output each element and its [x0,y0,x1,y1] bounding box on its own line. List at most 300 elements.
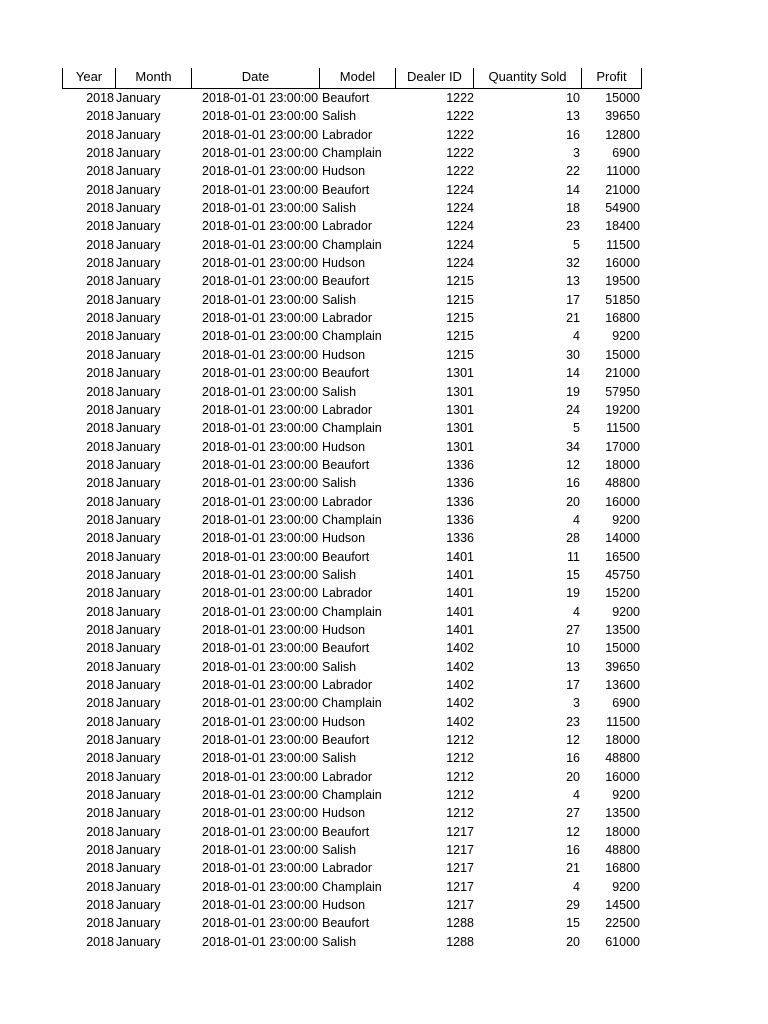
quantity-sold-cell[interactable]: 12 [566,457,580,472]
dealer-id-cell[interactable]: 1222 [446,164,474,179]
dealer-id-cell[interactable]: 1401 [446,549,474,564]
month-cell[interactable]: January [116,292,161,307]
profit-cell[interactable]: 22500 [605,916,640,931]
quantity-sold-cell[interactable]: 5 [573,421,580,436]
dealer-id-cell[interactable]: 1401 [446,567,474,582]
month-cell[interactable]: January [116,384,161,399]
model-cell[interactable]: Champlain [322,512,382,527]
year-cell[interactable]: 2018 [86,457,114,472]
quantity-sold-cell[interactable]: 30 [566,347,580,362]
dealer-id-cell[interactable]: 1401 [446,604,474,619]
dealer-id-cell[interactable]: 1402 [446,696,474,711]
quantity-sold-cell[interactable]: 10 [566,641,580,656]
model-cell[interactable]: Salish [322,751,357,766]
date-cell[interactable]: 2018-01-01 23:00:00 [202,586,319,601]
profit-cell[interactable]: 9200 [612,329,640,344]
month-cell[interactable]: January [116,201,161,216]
year-cell[interactable]: 2018 [86,274,114,289]
profit-cell[interactable]: 18000 [605,457,640,472]
profit-cell[interactable]: 11500 [606,714,640,729]
year-cell[interactable]: 2018 [86,769,114,784]
date-cell[interactable]: 2018-01-01 23:00:00 [202,916,319,931]
model-cell[interactable]: Hudson [322,347,366,362]
year-cell[interactable]: 2018 [86,843,114,858]
month-cell[interactable]: January [116,641,161,656]
header-date[interactable]: Date [192,68,320,88]
model-cell[interactable]: Hudson [322,806,366,821]
model-cell[interactable]: Champlain [322,879,382,894]
profit-cell[interactable]: 13600 [605,678,640,692]
profit-cell[interactable]: 61000 [605,934,640,949]
year-cell[interactable]: 2018 [86,311,114,326]
quantity-sold-cell[interactable]: 20 [566,494,580,509]
profit-cell[interactable]: 14500 [605,898,640,913]
quantity-sold-cell[interactable]: 13 [566,274,580,289]
model-cell[interactable]: Beaufort [322,457,370,472]
model-cell[interactable]: Labrador [322,769,373,784]
month-cell[interactable]: January [116,549,161,564]
quantity-sold-cell[interactable]: 10 [566,91,580,105]
profit-cell[interactable]: 15200 [605,586,640,601]
year-cell[interactable]: 2018 [86,494,114,509]
profit-cell[interactable]: 21000 [605,182,640,197]
model-cell[interactable]: Labrador [322,494,373,509]
profit-cell[interactable]: 13500 [605,806,640,821]
model-cell[interactable]: Beaufort [322,366,370,381]
model-cell[interactable]: Champlain [322,329,382,344]
model-cell[interactable]: Salish [322,567,357,582]
quantity-sold-cell[interactable]: 4 [573,879,580,894]
year-cell[interactable]: 2018 [86,751,114,766]
date-cell[interactable]: 2018-01-01 23:00:00 [202,127,319,142]
month-cell[interactable]: January [116,109,161,124]
quantity-sold-cell[interactable]: 3 [573,146,580,161]
month-cell[interactable]: January [116,182,161,197]
year-cell[interactable]: 2018 [86,439,114,454]
dealer-id-cell[interactable]: 1288 [446,934,474,949]
profit-cell[interactable]: 54900 [605,201,640,216]
quantity-sold-cell[interactable]: 12 [566,824,580,839]
quantity-sold-cell[interactable]: 29 [566,898,580,913]
month-cell[interactable]: January [116,256,161,271]
dealer-id-cell[interactable]: 1212 [446,769,474,784]
month-cell[interactable]: January [116,843,161,858]
model-cell[interactable]: Champlain [322,696,382,711]
year-cell[interactable]: 2018 [86,201,114,216]
date-cell[interactable]: 2018-01-01 23:00:00 [202,659,319,674]
profit-cell[interactable]: 18400 [605,219,640,234]
year-cell[interactable]: 2018 [86,659,114,674]
profit-cell[interactable]: 16000 [605,769,640,784]
quantity-sold-cell[interactable]: 12 [566,733,580,748]
month-cell[interactable]: January [116,769,161,784]
month-cell[interactable]: January [116,476,161,491]
quantity-sold-cell[interactable]: 16 [566,843,580,858]
dealer-id-cell[interactable]: 1212 [446,751,474,766]
date-cell[interactable]: 2018-01-01 23:00:00 [202,788,319,803]
quantity-sold-cell[interactable]: 16 [566,476,580,491]
profit-cell[interactable]: 16800 [605,311,640,326]
dealer-id-cell[interactable]: 1212 [446,788,474,803]
month-cell[interactable]: January [116,806,161,821]
date-cell[interactable]: 2018-01-01 23:00:00 [202,733,319,748]
model-cell[interactable]: Beaufort [322,549,370,564]
date-cell[interactable]: 2018-01-01 23:00:00 [202,476,319,491]
profit-cell[interactable]: 11000 [606,164,640,179]
model-cell[interactable]: Salish [322,384,357,399]
quantity-sold-cell[interactable]: 3 [573,696,580,711]
year-cell[interactable]: 2018 [86,127,114,142]
dealer-id-cell[interactable]: 1217 [446,824,474,839]
year-cell[interactable]: 2018 [86,256,114,271]
year-cell[interactable]: 2018 [86,512,114,527]
header-model[interactable]: Model [320,68,396,88]
date-cell[interactable]: 2018-01-01 23:00:00 [202,164,319,179]
dealer-id-cell[interactable]: 1336 [446,476,474,491]
model-cell[interactable]: Salish [322,476,357,491]
quantity-sold-cell[interactable]: 23 [566,714,580,729]
model-cell[interactable]: Hudson [322,898,366,913]
model-cell[interactable]: Hudson [322,439,366,454]
model-cell[interactable]: Beaufort [322,916,370,931]
quantity-sold-cell[interactable]: 18 [566,201,580,216]
year-cell[interactable]: 2018 [86,237,114,252]
month-cell[interactable]: January [116,696,161,711]
dealer-id-cell[interactable]: 1212 [446,806,474,821]
model-cell[interactable]: Salish [322,201,357,216]
year-cell[interactable]: 2018 [86,402,114,417]
date-cell[interactable]: 2018-01-01 23:00:00 [202,439,319,454]
model-cell[interactable]: Salish [322,934,357,949]
model-cell[interactable]: Labrador [322,402,373,417]
dealer-id-cell[interactable]: 1336 [446,494,474,509]
date-cell[interactable]: 2018-01-01 23:00:00 [202,421,319,436]
quantity-sold-cell[interactable]: 19 [566,384,580,399]
year-cell[interactable]: 2018 [86,146,114,161]
model-cell[interactable]: Beaufort [322,182,370,197]
quantity-sold-cell[interactable]: 20 [566,769,580,784]
quantity-sold-cell[interactable]: 4 [573,788,580,803]
dealer-id-cell[interactable]: 1217 [446,861,474,876]
date-cell[interactable]: 2018-01-01 23:00:00 [202,329,319,344]
model-cell[interactable]: Champlain [322,146,382,161]
quantity-sold-cell[interactable]: 14 [566,366,580,381]
month-cell[interactable]: January [116,714,161,729]
month-cell[interactable]: January [116,861,161,876]
month-cell[interactable]: January [116,219,161,234]
model-cell[interactable]: Beaufort [322,91,370,105]
date-cell[interactable]: 2018-01-01 23:00:00 [202,879,319,894]
date-cell[interactable]: 2018-01-01 23:00:00 [202,604,319,619]
quantity-sold-cell[interactable]: 16 [566,127,580,142]
month-cell[interactable]: January [116,366,161,381]
profit-cell[interactable]: 18000 [605,733,640,748]
date-cell[interactable]: 2018-01-01 23:00:00 [202,182,319,197]
dealer-id-cell[interactable]: 1301 [446,366,474,381]
dealer-id-cell[interactable]: 1212 [446,733,474,748]
model-cell[interactable]: Hudson [322,164,366,179]
year-cell[interactable]: 2018 [86,934,114,949]
dealer-id-cell[interactable]: 1222 [446,146,474,161]
date-cell[interactable]: 2018-01-01 23:00:00 [202,146,319,161]
profit-cell[interactable]: 48800 [605,476,640,491]
year-cell[interactable]: 2018 [86,164,114,179]
date-cell[interactable]: 2018-01-01 23:00:00 [202,861,319,876]
dealer-id-cell[interactable]: 1336 [446,512,474,527]
profit-cell[interactable]: 15000 [605,91,640,105]
quantity-sold-cell[interactable]: 13 [566,109,580,124]
model-cell[interactable]: Champlain [322,421,382,436]
year-cell[interactable]: 2018 [86,109,114,124]
year-cell[interactable]: 2018 [86,531,114,546]
year-cell[interactable]: 2018 [86,696,114,711]
quantity-sold-cell[interactable]: 11 [567,549,580,564]
quantity-sold-cell[interactable]: 14 [566,182,580,197]
profit-cell[interactable]: 45750 [605,567,640,582]
quantity-sold-cell[interactable]: 13 [566,659,580,674]
model-cell[interactable]: Beaufort [322,824,370,839]
quantity-sold-cell[interactable]: 5 [573,237,580,252]
month-cell[interactable]: January [116,347,161,362]
profit-cell[interactable]: 16500 [605,549,640,564]
month-cell[interactable]: January [116,421,161,436]
dealer-id-cell[interactable]: 1336 [446,457,474,472]
year-cell[interactable]: 2018 [86,292,114,307]
dealer-id-cell[interactable]: 1301 [446,439,474,454]
date-cell[interactable]: 2018-01-01 23:00:00 [202,512,319,527]
profit-cell[interactable]: 19200 [605,402,640,417]
profit-cell[interactable]: 57950 [605,384,640,399]
year-cell[interactable]: 2018 [86,788,114,803]
date-cell[interactable]: 2018-01-01 23:00:00 [202,714,319,729]
dealer-id-cell[interactable]: 1215 [446,274,474,289]
dealer-id-cell[interactable]: 1402 [446,678,474,692]
month-cell[interactable]: January [116,274,161,289]
profit-cell[interactable]: 16000 [605,256,640,271]
header-month[interactable]: Month [116,68,192,88]
month-cell[interactable]: January [116,659,161,674]
quantity-sold-cell[interactable]: 4 [573,512,580,527]
date-cell[interactable]: 2018-01-01 23:00:00 [202,678,319,692]
model-cell[interactable]: Hudson [322,256,366,271]
month-cell[interactable]: January [116,788,161,803]
date-cell[interactable]: 2018-01-01 23:00:00 [202,366,319,381]
year-cell[interactable]: 2018 [86,384,114,399]
dealer-id-cell[interactable]: 1215 [446,311,474,326]
year-cell[interactable]: 2018 [86,366,114,381]
date-cell[interactable]: 2018-01-01 23:00:00 [202,91,319,105]
month-cell[interactable]: January [116,916,161,931]
date-cell[interactable]: 2018-01-01 23:00:00 [202,806,319,821]
year-cell[interactable]: 2018 [86,421,114,436]
dealer-id-cell[interactable]: 1222 [446,91,474,105]
dealer-id-cell[interactable]: 1224 [446,256,474,271]
date-cell[interactable]: 2018-01-01 23:00:00 [202,256,319,271]
year-cell[interactable]: 2018 [86,182,114,197]
dealer-id-cell[interactable]: 1301 [446,384,474,399]
dealer-id-cell[interactable]: 1224 [446,182,474,197]
dealer-id-cell[interactable]: 1215 [446,347,474,362]
model-cell[interactable]: Labrador [322,127,373,142]
month-cell[interactable]: January [116,91,161,105]
date-cell[interactable]: 2018-01-01 23:00:00 [202,274,319,289]
model-cell[interactable]: Beaufort [322,641,370,656]
month-cell[interactable]: January [116,733,161,748]
dealer-id-cell[interactable]: 1301 [446,421,474,436]
date-cell[interactable]: 2018-01-01 23:00:00 [202,219,319,234]
dealer-id-cell[interactable]: 1215 [446,292,474,307]
dealer-id-cell[interactable]: 1301 [446,402,474,417]
month-cell[interactable]: January [116,237,161,252]
model-cell[interactable]: Labrador [322,861,373,876]
dealer-id-cell[interactable]: 1217 [446,843,474,858]
profit-cell[interactable]: 11500 [606,421,640,436]
profit-cell[interactable]: 19500 [605,274,640,289]
month-cell[interactable]: January [116,127,161,142]
quantity-sold-cell[interactable]: 4 [573,329,580,344]
date-cell[interactable]: 2018-01-01 23:00:00 [202,201,319,216]
date-cell[interactable]: 2018-01-01 23:00:00 [202,237,319,252]
profit-cell[interactable]: 9200 [612,604,640,619]
year-cell[interactable]: 2018 [86,824,114,839]
dealer-id-cell[interactable]: 1222 [446,127,474,142]
model-cell[interactable]: Labrador [322,678,373,692]
profit-cell[interactable]: 21000 [605,366,640,381]
quantity-sold-cell[interactable]: 32 [566,256,580,271]
profit-cell[interactable]: 14000 [605,531,640,546]
header-profit[interactable]: Profit [582,68,642,88]
model-cell[interactable]: Champlain [322,788,382,803]
year-cell[interactable]: 2018 [86,329,114,344]
model-cell[interactable]: Beaufort [322,274,370,289]
dealer-id-cell[interactable]: 1401 [446,622,474,637]
profit-cell[interactable]: 48800 [605,751,640,766]
month-cell[interactable]: January [116,567,161,582]
quantity-sold-cell[interactable]: 15 [566,916,580,931]
dealer-id-cell[interactable]: 1222 [446,109,474,124]
year-cell[interactable]: 2018 [86,879,114,894]
profit-cell[interactable]: 48800 [605,843,640,858]
month-cell[interactable]: January [116,311,161,326]
month-cell[interactable]: January [116,512,161,527]
profit-cell[interactable]: 9200 [612,788,640,803]
profit-cell[interactable]: 18000 [605,824,640,839]
date-cell[interactable]: 2018-01-01 23:00:00 [202,751,319,766]
date-cell[interactable]: 2018-01-01 23:00:00 [202,824,319,839]
profit-cell[interactable]: 6900 [612,146,640,161]
date-cell[interactable]: 2018-01-01 23:00:00 [202,549,319,564]
dealer-id-cell[interactable]: 1288 [446,916,474,931]
quantity-sold-cell[interactable]: 27 [566,806,580,821]
quantity-sold-cell[interactable]: 15 [566,567,580,582]
month-cell[interactable]: January [116,604,161,619]
year-cell[interactable]: 2018 [86,641,114,656]
month-cell[interactable]: January [116,934,161,949]
dealer-id-cell[interactable]: 1217 [446,879,474,894]
year-cell[interactable]: 2018 [86,714,114,729]
quantity-sold-cell[interactable]: 24 [566,402,580,417]
month-cell[interactable]: January [116,146,161,161]
year-cell[interactable]: 2018 [86,622,114,637]
year-cell[interactable]: 2018 [86,806,114,821]
year-cell[interactable]: 2018 [86,219,114,234]
model-cell[interactable]: Hudson [322,622,366,637]
header-dealer-id[interactable]: Dealer ID [396,68,474,88]
profit-cell[interactable]: 11500 [606,237,640,252]
month-cell[interactable]: January [116,531,161,546]
dealer-id-cell[interactable]: 1215 [446,329,474,344]
dealer-id-cell[interactable]: 1402 [446,641,474,656]
date-cell[interactable]: 2018-01-01 23:00:00 [202,696,319,711]
date-cell[interactable]: 2018-01-01 23:00:00 [202,109,319,124]
model-cell[interactable]: Salish [322,659,357,674]
model-cell[interactable]: Hudson [322,531,366,546]
month-cell[interactable]: January [116,329,161,344]
model-cell[interactable]: Labrador [322,311,373,326]
dealer-id-cell[interactable]: 1224 [446,219,474,234]
model-cell[interactable]: Salish [322,292,357,307]
model-cell[interactable]: Hudson [322,714,366,729]
year-cell[interactable]: 2018 [86,678,114,692]
date-cell[interactable]: 2018-01-01 23:00:00 [202,292,319,307]
dealer-id-cell[interactable]: 1402 [446,659,474,674]
quantity-sold-cell[interactable]: 27 [566,622,580,637]
year-cell[interactable]: 2018 [86,567,114,582]
quantity-sold-cell[interactable]: 21 [566,311,580,326]
month-cell[interactable]: January [116,824,161,839]
model-cell[interactable]: Beaufort [322,733,370,748]
date-cell[interactable]: 2018-01-01 23:00:00 [202,457,319,472]
profit-cell[interactable]: 39650 [605,659,640,674]
month-cell[interactable]: January [116,402,161,417]
profit-cell[interactable]: 13500 [605,622,640,637]
profit-cell[interactable]: 9200 [612,512,640,527]
model-cell[interactable]: Champlain [322,604,382,619]
header-quantity-sold[interactable]: Quantity Sold [474,68,582,88]
year-cell[interactable]: 2018 [86,898,114,913]
quantity-sold-cell[interactable]: 34 [566,439,580,454]
month-cell[interactable]: January [116,494,161,509]
year-cell[interactable]: 2018 [86,733,114,748]
quantity-sold-cell[interactable]: 16 [566,751,580,766]
month-cell[interactable]: January [116,751,161,766]
quantity-sold-cell[interactable]: 17 [566,292,580,307]
date-cell[interactable]: 2018-01-01 23:00:00 [202,494,319,509]
month-cell[interactable]: January [116,457,161,472]
date-cell[interactable]: 2018-01-01 23:00:00 [202,769,319,784]
model-cell[interactable]: Salish [322,843,357,858]
year-cell[interactable]: 2018 [86,586,114,601]
quantity-sold-cell[interactable]: 19 [566,586,580,601]
quantity-sold-cell[interactable]: 21 [566,861,580,876]
month-cell[interactable]: January [116,164,161,179]
month-cell[interactable]: January [116,622,161,637]
quantity-sold-cell[interactable]: 23 [566,219,580,234]
date-cell[interactable]: 2018-01-01 23:00:00 [202,843,319,858]
date-cell[interactable]: 2018-01-01 23:00:00 [202,347,319,362]
month-cell[interactable]: January [116,898,161,913]
month-cell[interactable]: January [116,586,161,601]
quantity-sold-cell[interactable]: 20 [566,934,580,949]
model-cell[interactable]: Labrador [322,586,373,601]
profit-cell[interactable]: 15000 [605,641,640,656]
dealer-id-cell[interactable]: 1401 [446,586,474,601]
dealer-id-cell[interactable]: 1224 [446,201,474,216]
profit-cell[interactable]: 12800 [605,127,640,142]
month-cell[interactable]: January [116,879,161,894]
profit-cell[interactable]: 16800 [605,861,640,876]
model-cell[interactable]: Labrador [322,219,373,234]
